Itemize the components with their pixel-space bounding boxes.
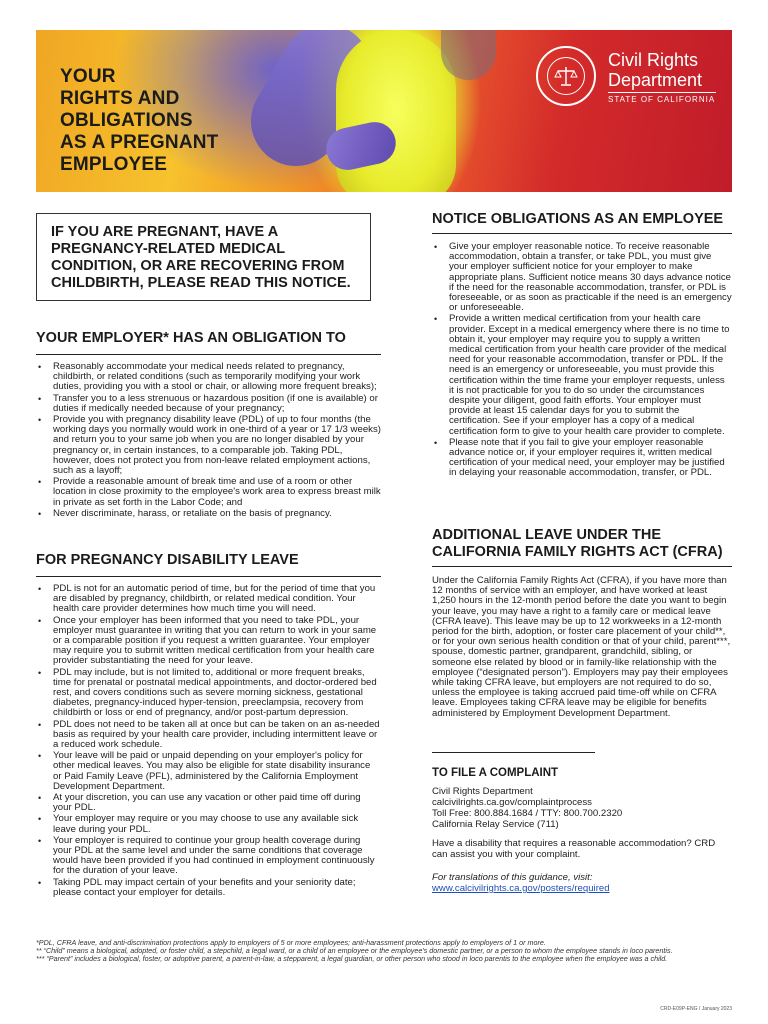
translations-label: For translations of this guidance, visit: xyxy=(432,872,593,883)
footnote: ** “Child” means a biological, adopted, or foster child, a stepchild, a legal ward, or a child of an employee or the employee's domestic partner, or a person to whom the employee stands in loco parentis. xyxy=(36,946,673,956)
document-code: CRD-E09P-ENG / January 2023 xyxy=(660,1006,732,1012)
list-item: • At your discretion, you can use any vacation or other paid time off during your PDL. xyxy=(36,793,381,813)
notice-callout-line: CONDITION, OR ARE RECOVERING FROM xyxy=(51,258,345,274)
section-heading-notice-obligations: NOTICE OBLIGATIONS AS AN EMPLOYEE xyxy=(432,211,724,227)
employer-obligation-list xyxy=(36,362,381,520)
complaint-url: calcivilrights.ca.gov/complaintprocess xyxy=(432,797,592,808)
section-heading-pdl: FOR PREGNANCY DISABILITY LEAVE xyxy=(36,552,299,568)
complaint-org: Civil Rights Department xyxy=(432,786,533,797)
page-title xyxy=(60,66,280,176)
notice-callout xyxy=(36,213,371,301)
divider xyxy=(36,354,381,355)
divider xyxy=(432,566,732,567)
page-title-line: YOUR xyxy=(60,66,116,87)
list-item: • Your leave will be paid or unpaid depending on your employer's policy for other medical leaves. You may also be eligible for state disability insurance or Paid Family Leave (PFL), administered by the California Employment Development Department. xyxy=(36,751,381,792)
notice-obligations-list xyxy=(432,242,732,480)
complaint-contact xyxy=(432,786,622,830)
list-item: • Transfer you to a less strenuous or hazardous position (if one is available) or duties if medically needed because of your pregnancy; xyxy=(36,394,381,414)
translations-note xyxy=(432,872,732,894)
section-heading-employer-obligation: YOUR EMPLOYER* HAS AN OBLIGATION TO xyxy=(36,330,346,346)
department-seal-logo xyxy=(536,46,596,106)
cfra-body: Under the California Family Rights Act (CFRA), if you have more than 12 months of service with an employer, and have worked at least 1,250 hours in the 12-month period before the date you want to begin your leave, you may have a right to a family care or medical leave (CFRA leave). This leave may be up to 12 workweeks in a 12-month period for the birth, adoption, or foster care placement of your child**, or for your own serious health condition or that of your child, parent***, spouse, domestic partner, grandparent, grandchild, sibling, or someone else related by blood or in family-like relationship with the employee (“designated person”). Employers may pay their employees while taking CFRA leave, but employers are not required to do so, unless the employee is taking accrued paid time-off while on CFRA leave. Employees taking CFRA leave may be eligible for benefits administered by Employment Development Department. xyxy=(432,575,731,719)
notice-callout-line: PREGNANCY-RELATED MEDICAL xyxy=(51,241,286,257)
list-item: • Never discriminate, harass, or retaliate on the basis of pregnancy. xyxy=(36,509,381,519)
list-item: • Your employer may require or you may choose to use any available sick leave during your PDL. xyxy=(36,814,381,834)
page-title-line: AS A PREGNANT xyxy=(60,132,219,153)
complaint-relay: California Relay Service (711) xyxy=(432,819,559,830)
footnote: *PDL, CFRA leave, and anti-discrimination protections apply to employers of 5 or more employees; anti-harassment protections apply to employers of 1 or more. xyxy=(36,938,546,947)
page-title-line: EMPLOYEE xyxy=(60,154,168,175)
divider xyxy=(432,233,732,234)
notice-callout-line: IF YOU ARE PREGNANT, HAVE A xyxy=(51,224,279,240)
accommodation-note: Have a disability that requires a reasonable accommodation? CRD can assist you with your complaint. xyxy=(432,838,716,860)
page-title-line: OBLIGATIONS xyxy=(60,110,193,131)
complaint-phones: Toll Free: 800.884.1684 / TTY: 800.700.2320 xyxy=(432,808,623,819)
header-banner xyxy=(36,30,732,192)
list-item: • Provide you with pregnancy disability leave (PDL) of up to four months (the working days you normally would work in one-third of a year or 17 1/3 weeks) and return you to your same job when you are no longer disabled by your pregnancy or, in certain instances, to a comparable job. Taking PDL, however, does not protect you from non-leave related employment actions, such as a layoff; xyxy=(36,415,381,476)
list-item: • Provide a reasonable amount of break time and use of a room or other location in close proximity to the employee's work area to express breast milk in private as set forth in the Labor Code; and xyxy=(36,477,381,508)
scales-of-justice-icon xyxy=(547,57,585,95)
list-item: • Give your employer reasonable notice. To receive reasonable accommodation, obtain a transfer, or take PDL, you must give your employer sufficient notice for your employer to make appropriate plans. Sufficient notice means 30 days advance notice if the need for the reasonable accommodation, transfer, or PDL is foreseeable, or as soon as practicable if the need is an emergency or unforeseeable. xyxy=(432,242,732,313)
list-item: • Your employer is required to continue your group health coverage during your PDL at the same level and under the same conditions that coverage would have been provided if you had continued in employment continuously for the duration of your leave. xyxy=(36,836,381,877)
list-item: • Taking PDL may impact certain of your benefits and your seniority date; please contact your employer for details. xyxy=(36,878,381,898)
section-heading-cfra: ADDITIONAL LEAVE UNDER THE CALIFORNIA FAMILY RIGHTS ACT (CFRA) xyxy=(432,527,723,560)
footnote: *** “Parent” includes a biological, foster, or adoptive parent, a parent-in-law, a stepparent, a legal guardian, or other person who stood in loco parentis to the employee when the employee was a child. xyxy=(36,954,668,964)
list-item: • PDL is not for an automatic period of time, but for the period of time that you are disabled by pregnancy, childbirth, or related medical condition. Your health care provider determines how much time you will need. xyxy=(36,584,381,615)
banner-photo-shadow xyxy=(441,30,496,80)
department-state: STATE OF CALIFORNIA xyxy=(608,95,716,104)
list-item: • PDL does not need to be taken all at once but can be taken on an as-needed basis as required by your health care provider, including intermittent leave or a reduced work schedule. xyxy=(36,720,381,751)
section-heading-complaint: TO FILE A COMPLAINT xyxy=(432,767,559,779)
department-name: Civil Rights Department xyxy=(608,50,703,90)
list-item: • PDL may include, but is not limited to, additional or more frequent breaks, time for prenatal or postnatal medical appointments, and doctor-ordered bed rest, and covers conditions such as severe morning sickness, gestational diabetes, pregnancy-induced hyper-tension, preeclampsia, recovery from childbirth or loss or end of pregnancy, and/or post-partum depression. xyxy=(36,668,381,719)
pdl-list xyxy=(36,584,381,899)
list-item: • Provide a written medical certification from your health care provider. Except in a medical emergency where there is no time to obtain it, your employer may require you to supply a written medical certification from your health care provider of the medical need for your reasonable accommodation, transfer or PDL. If the need is an emergency or unforeseeable, you must provide this certification within the time frame your employer requests, unless it is not practicable for you to do so under the circumstances despite your diligent, good faith efforts. Your employer must provide at least 15 calendar days for you to submit the certification. See if your employer has a copy of a medical certification form to give to your health care provider to complete. xyxy=(432,314,732,436)
divider xyxy=(608,92,716,93)
footnotes xyxy=(36,939,732,964)
divider xyxy=(432,752,595,753)
list-item: • Once your employer has been informed that you need to take PDL, your employer must guarantee in writing that you can return to work in your same or a comparable position if you request a written guarantee. Your employer may require you to submit written medical certification from your health care provider substantiating the need for your leave. xyxy=(36,616,381,667)
divider xyxy=(36,576,381,577)
list-item: • Reasonably accommodate your medical needs related to pregnancy, childbirth, or related conditions (such as temporarily modifying your work duties, providing you with a stool or chair, or allowing more frequent breaks); xyxy=(36,362,381,393)
list-item: • Please note that if you fail to give your employer reasonable advance notice or, if your employer requires it, written medical certification of your medical need, your employer may be justified in delaying your reasonable accommodation, transfer, or PDL. xyxy=(432,438,732,479)
notice-callout-line: CHILDBIRTH, PLEASE READ THIS NOTICE. xyxy=(51,275,351,291)
page-title-line: RIGHTS AND xyxy=(60,88,180,109)
translations-link[interactable]: www.calcivilrights.ca.gov/posters/required xyxy=(432,883,610,894)
